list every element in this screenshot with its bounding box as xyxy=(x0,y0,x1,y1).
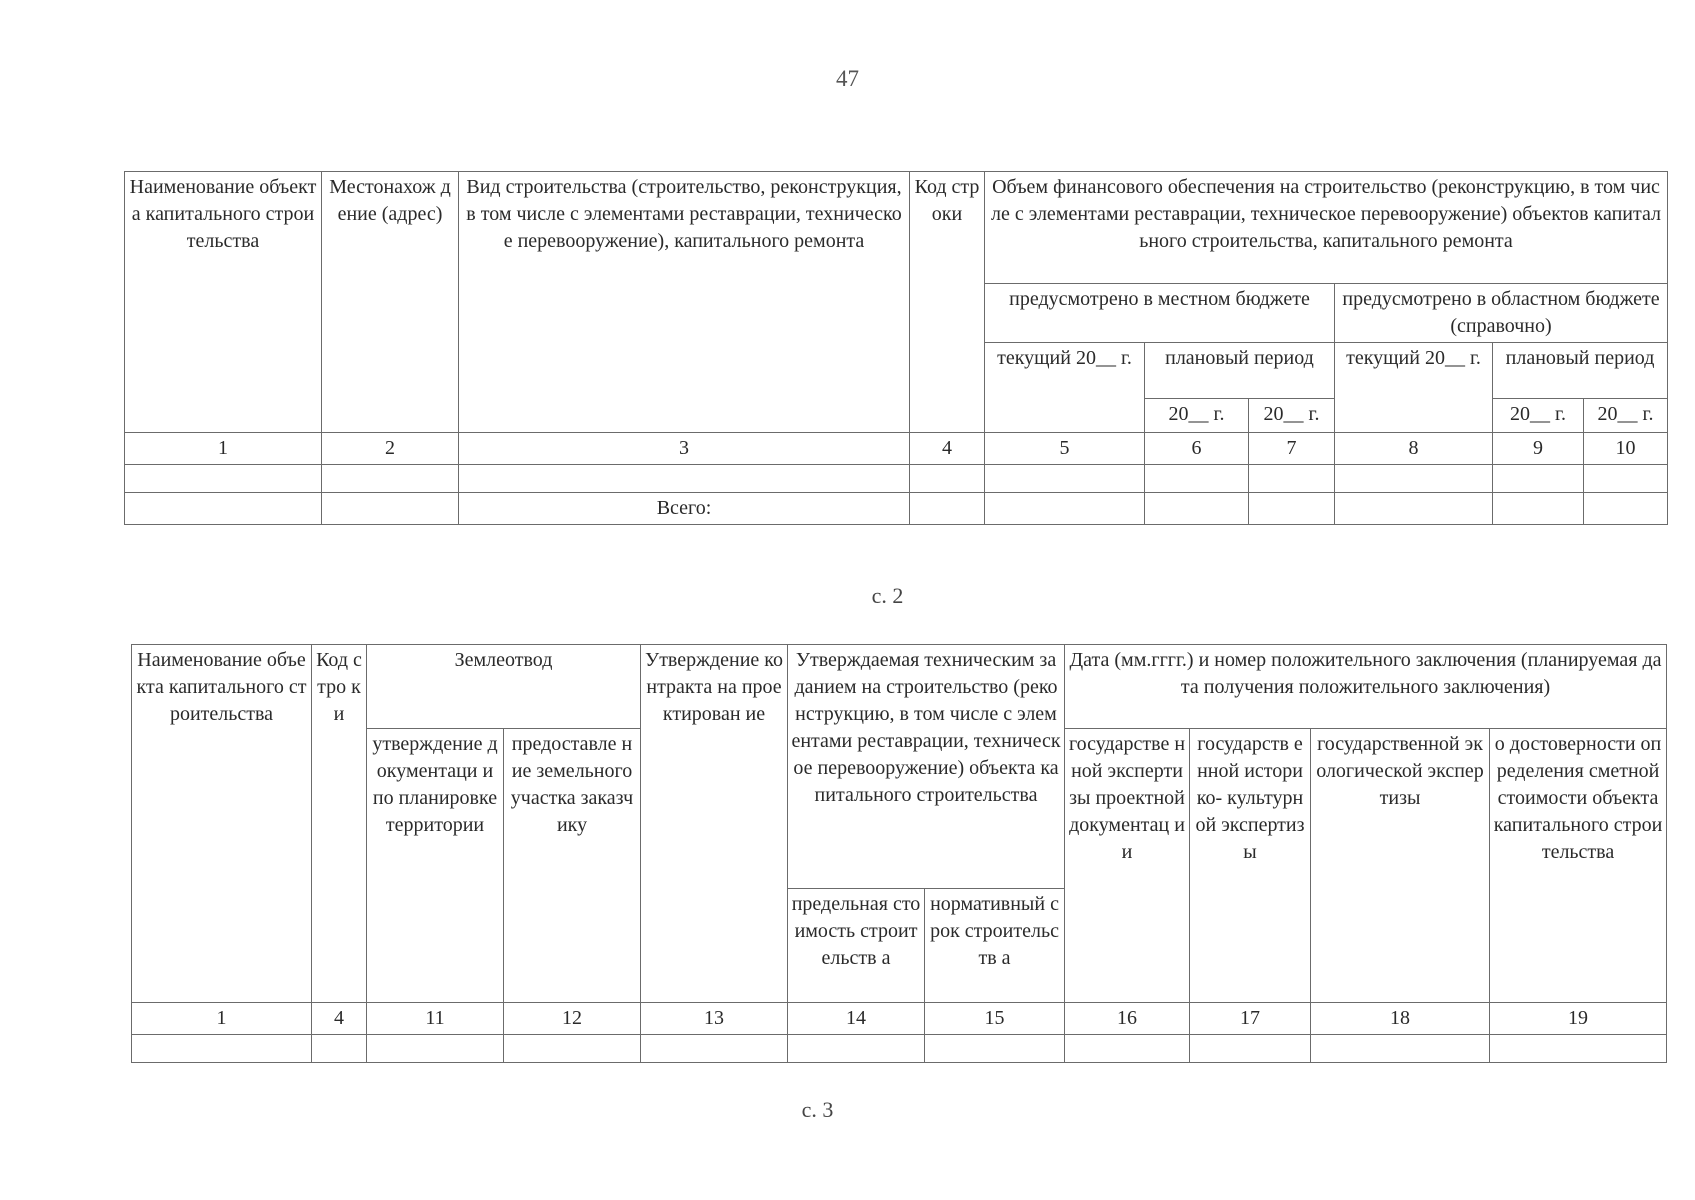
column-number: 12 xyxy=(504,1003,641,1035)
table-cell[interactable] xyxy=(1493,465,1584,493)
col-type-header: Вид строительства (строительство, реконструкция, в том числе с элементами реставрации, техническое перевооружение), капитального ремонта xyxy=(459,172,910,433)
table-cell[interactable] xyxy=(1584,465,1668,493)
table-cell[interactable] xyxy=(1311,1035,1490,1063)
column-number: 8 xyxy=(1335,433,1493,465)
year-header: 20__ г. xyxy=(1584,399,1668,433)
contract-approval-header: Утверждение контракта на проектирован ие xyxy=(641,645,788,1003)
table-cell[interactable] xyxy=(1065,1035,1190,1063)
col-code-header: Код стро ки xyxy=(312,645,367,1003)
page-label: с. 3 xyxy=(801,1097,834,1122)
column-number: 2 xyxy=(322,433,459,465)
table-cell[interactable] xyxy=(1335,465,1493,493)
table-cell[interactable] xyxy=(1249,493,1335,525)
table-cell[interactable] xyxy=(1335,493,1493,525)
table-cell[interactable] xyxy=(1584,493,1668,525)
column-number: 14 xyxy=(788,1003,925,1035)
current-year-regional-header: текущий 20__ г. xyxy=(1335,343,1493,433)
col-location-header: Местонахож дение (адрес) xyxy=(322,172,459,433)
column-number: 9 xyxy=(1493,433,1584,465)
table-cell[interactable] xyxy=(125,465,322,493)
table-cell[interactable] xyxy=(1145,493,1249,525)
table-cell[interactable] xyxy=(312,1035,367,1063)
table-cell[interactable] xyxy=(1190,1035,1311,1063)
table-cell[interactable] xyxy=(125,493,322,525)
planning-docs-header: утверждение документаци и по планировке территории xyxy=(367,729,504,1003)
table-cell[interactable] xyxy=(985,465,1145,493)
column-number: 16 xyxy=(1065,1003,1190,1035)
land-provision-header: предоставле ние земельного участка заказчику xyxy=(504,729,641,1003)
page-number: 47 xyxy=(836,66,859,91)
table-cell[interactable] xyxy=(1249,465,1335,493)
column-number: 1 xyxy=(125,433,322,465)
table-cell[interactable] xyxy=(322,493,459,525)
approvals-table xyxy=(131,644,1667,1063)
technical-task-header: Утверждаемая техническим заданием на строительство (реконструкцию, в том числе с элементами реставрации, техническое перевооружение) объекта капитального строительства xyxy=(788,645,1065,889)
column-number: 6 xyxy=(1145,433,1249,465)
funding-table xyxy=(124,171,1668,525)
column-number: 15 xyxy=(925,1003,1065,1035)
col-code-header: Код строки xyxy=(910,172,985,433)
table-cell[interactable] xyxy=(910,465,985,493)
column-number: 19 xyxy=(1490,1003,1667,1035)
column-number: 4 xyxy=(312,1003,367,1035)
cost-reliability-header: о достоверности определения сметной стоимости объекта капитального строительства xyxy=(1490,729,1667,1003)
table-cell[interactable] xyxy=(1145,465,1249,493)
col-name-header: Наименование объекта капитального строительства xyxy=(132,645,312,1003)
table-cell[interactable] xyxy=(985,493,1145,525)
local-budget-header: предусмотрено в местном бюджете xyxy=(985,284,1335,343)
regional-budget-header: предусмотрено в областном бюджете (справочно) xyxy=(1335,284,1668,343)
max-cost-header: предельная стоимость строительств а xyxy=(788,889,925,1003)
table-cell[interactable] xyxy=(367,1035,504,1063)
table-cell[interactable] xyxy=(459,465,910,493)
column-number: 1 xyxy=(132,1003,312,1035)
col-volume-header: Объем финансового обеспечения на строительство (реконструкцию, в том числе с элементами реставрации, техническое перевооружение) объектов капитального строительства, капитального ремонта xyxy=(985,172,1668,284)
column-number: 13 xyxy=(641,1003,788,1035)
year-header: 20__ г. xyxy=(1493,399,1584,433)
state-expertise-header: государстве нной экспертизы проектной документац ии xyxy=(1065,729,1190,1003)
year-header: 20__ г. xyxy=(1249,399,1335,433)
col-name-header: Наименование объекта капитального строительства xyxy=(125,172,322,433)
table-cell[interactable] xyxy=(641,1035,788,1063)
normative-term-header: нормативный срок строительств а xyxy=(925,889,1065,1003)
column-number: 3 xyxy=(459,433,910,465)
table-row xyxy=(132,1035,1667,1063)
conclusion-date-header: Дата (мм.гггг.) и номер положительного заключения (планируемая дата получения положительного заключения) xyxy=(1065,645,1667,729)
column-number: 11 xyxy=(367,1003,504,1035)
table-cell[interactable] xyxy=(1493,493,1584,525)
table-cell[interactable] xyxy=(504,1035,641,1063)
column-number: 5 xyxy=(985,433,1145,465)
column-number: 10 xyxy=(1584,433,1668,465)
historical-expertise-header: государств енной историко- культурной экспертизы xyxy=(1190,729,1311,1003)
table-row xyxy=(125,465,1668,493)
table-cell[interactable] xyxy=(1490,1035,1667,1063)
table-cell[interactable] xyxy=(910,493,985,525)
column-number: 4 xyxy=(910,433,985,465)
total-row xyxy=(125,493,1668,525)
column-number: 7 xyxy=(1249,433,1335,465)
column-number: 17 xyxy=(1190,1003,1311,1035)
current-year-local-header: текущий 20__ г. xyxy=(985,343,1145,433)
table-cell[interactable] xyxy=(788,1035,925,1063)
column-number: 18 xyxy=(1311,1003,1490,1035)
table-cell[interactable] xyxy=(322,465,459,493)
total-label: Всего: xyxy=(459,493,910,525)
planned-period-local-header: плановый период xyxy=(1145,343,1335,399)
page-label: с. 2 xyxy=(871,583,904,608)
planned-period-regional-header: плановый период xyxy=(1493,343,1668,399)
ecological-expertise-header: государственной экологической экспертизы xyxy=(1311,729,1490,1003)
table-cell[interactable] xyxy=(925,1035,1065,1063)
year-header: 20__ г. xyxy=(1145,399,1249,433)
table-cell[interactable] xyxy=(132,1035,312,1063)
land-allotment-header: Землеотвод xyxy=(367,645,641,729)
